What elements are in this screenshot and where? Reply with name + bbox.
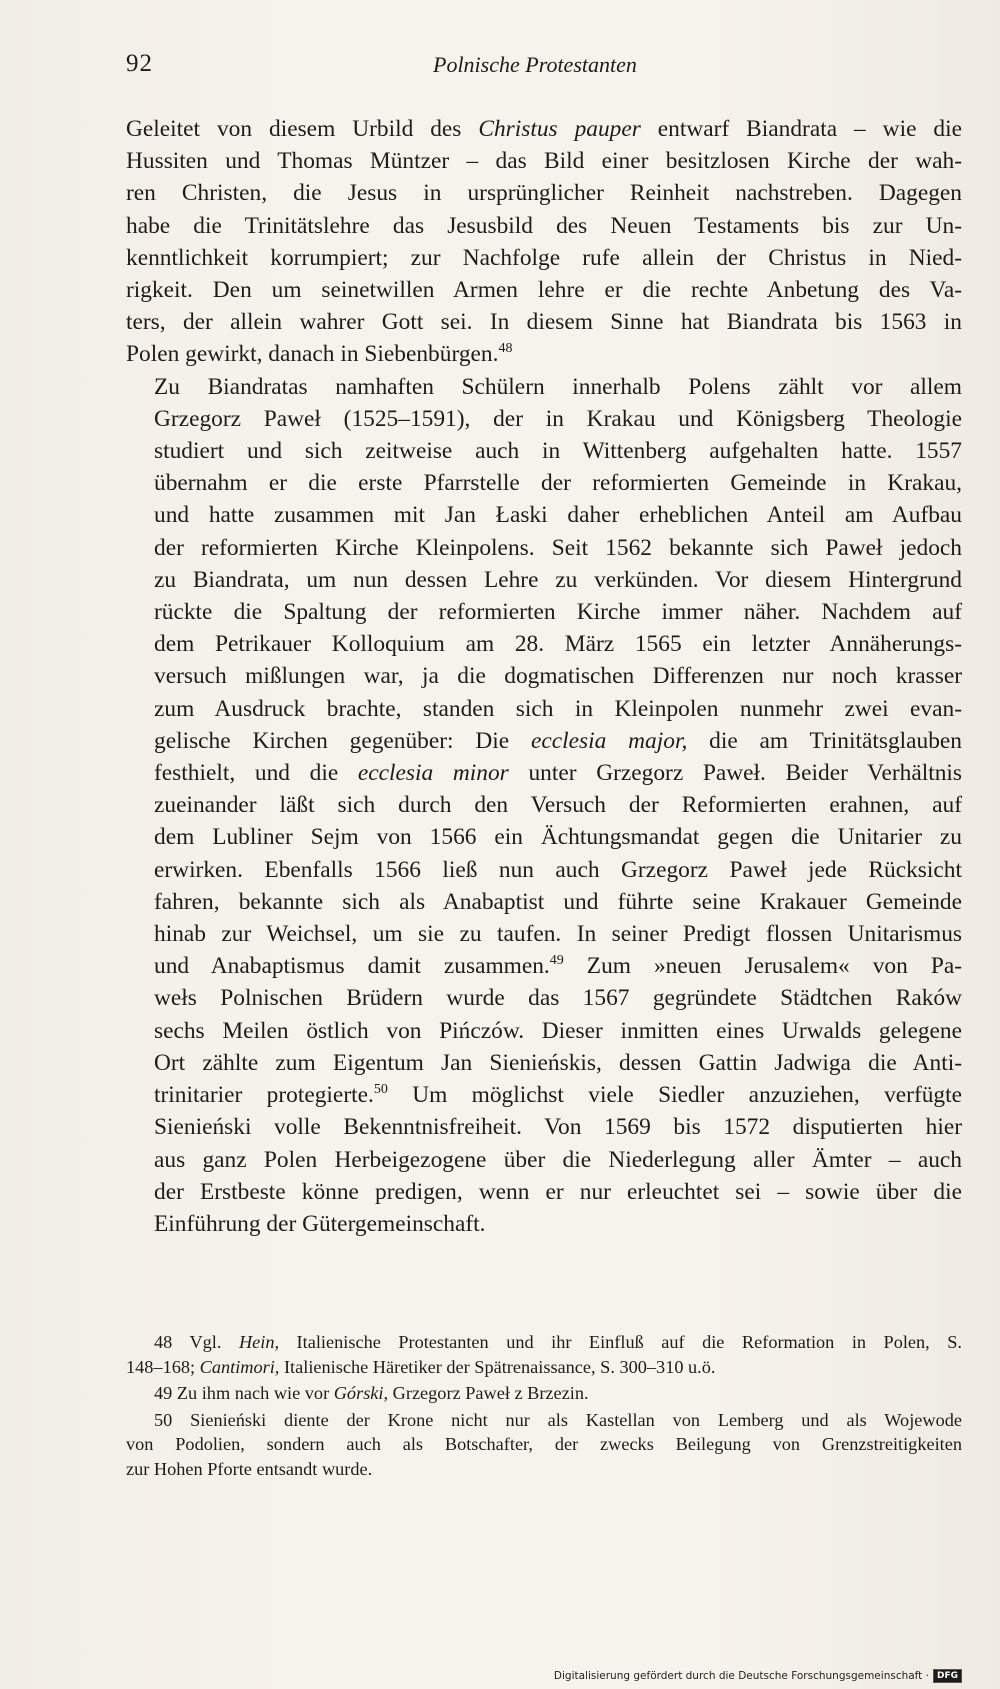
paragraph-2-line: Grzegorz Paweł (1525–1591), der in Krakau und Königsberg Theologie — [154, 405, 962, 432]
italic-text: Górski, — [333, 1383, 389, 1403]
paragraph-2-line: dem Lubliner Sejm von 1566 ein Ächtungsmandat gegen die Unitarier zu — [154, 824, 962, 851]
paragraph-1-line: habe die Trinitätslehre das Jesusbild des Neuen Testaments bis zur Un- — [126, 212, 962, 239]
paragraph-2-line: Zu Biandratas namhaften Schülern innerhalb Polens zählt vor allem — [154, 373, 962, 400]
paragraph-2-line: übernahm er die erste Pfarrstelle der reformierten Gemeinde in Krakau, — [154, 470, 962, 497]
footnote-50 — [126, 1408, 962, 1482]
paragraph-2-line: hinab zur Weichsel, um sie zu taufen. In seiner Predigt flossen Unitarismus — [154, 921, 962, 948]
paragraph-1-line: kenntlichkeit korrumpiert; zur Nachfolge rufe allein der Christus in Nied- — [126, 244, 962, 271]
paragraph-2-line: der Erstbeste könne predigen, wenn er nur erleuchtet sei – sowie über die — [154, 1178, 962, 1205]
paragraph-2-line: aus ganz Polen Herbeigezogene über die Niederlegung aller Ämter – auch — [154, 1146, 962, 1173]
paragraph-2-line: gelische Kirchen gegenüber: Die ecclesia major, die am Trinitätsglauben — [154, 727, 963, 754]
footnotes — [126, 1330, 962, 1483]
italic-text: Christus pauper — [478, 116, 641, 142]
paragraph-2-line: wełs Polnischen Brüdern wurde das 1567 gegründete Städtchen Raków — [154, 985, 962, 1012]
dfg-logo: DFG — [933, 1669, 962, 1683]
page-number: 92 — [126, 50, 153, 77]
footnote-49 — [126, 1381, 962, 1406]
paragraph-2-line: zu Biandrata, um nun dessen Lehre zu verkünden. Vor diesem Hintergrund — [154, 566, 962, 593]
paragraph-2-line: trinitarier protegierte.$^{50}$ Um möglichst viele Siedler anzuziehen, verfügte — [154, 1082, 963, 1109]
paragraph-2-line: versuch mißlungen war, ja die dogmatischen Differenzen nur noch krasser — [154, 663, 962, 690]
paragraph-1-line: rigkeit. Den um seinetwillen Armen lehre er die rechte Anbetung des Va- — [126, 277, 962, 304]
digitization-text: Digitalisierung gefördert durch die Deutsche Forschungsgemeinschaft · — [553, 1670, 929, 1682]
paragraph-2-line: fahren, bekannte sich als Anabaptist und führte seine Krakauer Gemeinde — [154, 888, 962, 915]
footnote-49-line: 49 Zu ihm nach wie vor Górski, Grzegorz Paweł z Brzezin. — [154, 1383, 589, 1403]
main-text — [126, 113, 962, 1240]
paragraph-2-line: Ort zählte zum Eigentum Jan Sienieńskis, dessen Gattin Jadwiga die Anti- — [154, 1049, 962, 1076]
footnote-48 — [126, 1330, 962, 1379]
paragraph-1-line: Hussiten und Thomas Müntzer – das Bild einer besitzlosen Kirche der wah- — [126, 148, 962, 175]
footnote-50-line: 50 Sienieński diente der Krone nicht nur als Kastellan von Lemberg und als Wojewode — [154, 1409, 962, 1430]
italic-text: Hein, — [238, 1332, 280, 1352]
paragraph-2-line: dem Petrikauer Kolloquium am 28. März 1565 ein letzter Annäherungs- — [154, 631, 962, 658]
page-header — [126, 50, 962, 90]
italic-text: Cantimori, — [199, 1356, 280, 1377]
paragraph-2-line: zum Ausdruck brachte, standen sich in Kleinpolen nunmehr zwei evan- — [154, 695, 962, 722]
paragraph-2-line: und Anabaptismus damit zusammen.$^{49}$ Zum »neuen Jerusalem« von Pa- — [154, 953, 962, 980]
footnote-reference[interactable]: 50 — [373, 1082, 388, 1098]
footnote-reference[interactable]: 48 — [498, 341, 513, 357]
paragraph-2-line: Sienieński volle Bekenntnisfreiheit. Von 1569 bis 1572 disputierten hier — [154, 1114, 962, 1141]
digitization-credit — [554, 1669, 962, 1683]
footnote-48-line: 148–168; Cantimori, Italienische Häretiker der Spätrenaissance, S. 300–310 u.ö. — [126, 1356, 716, 1377]
footnote-50-line: zur Hohen Pforte entsandt wurde. — [126, 1458, 373, 1479]
paragraph-1 — [126, 113, 962, 371]
footnote-48-line: 48 Vgl. Hein, Italienische Protestanten und ihr Einfluß auf die Reformation in Polen, S. — [154, 1332, 962, 1352]
paragraph-2-line: der reformierten Kirche Kleinpolens. Seit 1562 bekannte sich Paweł jedoch — [154, 534, 962, 561]
paragraph-2-line: zueinander läßt sich durch den Versuch der Reformierten erahnen, auf — [154, 792, 962, 819]
paragraph-1-line: ters, der allein wahrer Gott sei. In diesem Sinne hat Biandrata bis 1563 in — [126, 309, 962, 336]
paragraph-2-line: studiert und sich zeitweise auch in Wittenberg aufgehalten hatte. 1557 — [154, 438, 962, 465]
paragraph-2-line: sechs Meilen östlich von Pińczów. Dieser inmitten eines Urwalds gelegene — [154, 1017, 962, 1044]
paragraph-1-line: ren Christen, die Jesus in ursprünglicher Reinheit nachstreben. Dagegen — [126, 180, 962, 207]
italic-text: ecclesia minor — [357, 760, 509, 787]
paragraph-2-line: festhielt, und die ecclesia minor unter Grzegorz Paweł. Beider Verhältnis — [154, 760, 962, 787]
paragraph-2 — [126, 371, 962, 1240]
italic-text: ecclesia major, — [531, 727, 688, 754]
paragraph-2-line: rückte die Spaltung der reformierten Kirche immer näher. Nachdem auf — [154, 599, 962, 626]
running-title: Polnische Protestanten — [433, 52, 637, 77]
footnote-50-line: von Podolien, sondern auch als Botschafter, der zwecks Beilegung von Grenzstreitigkeiten — [126, 1434, 962, 1454]
footnote-reference[interactable]: 49 — [549, 953, 564, 969]
paragraph-2-line: und hatte zusammen mit Jan Łaski daher erheblichen Anteil am Aufbau — [154, 502, 962, 529]
paragraph-2-line: Einführung der Gütergemeinschaft. — [154, 1210, 486, 1237]
paragraph-1-line: Polen gewirkt, danach in Siebenbürgen.$^{48}$ — [126, 341, 513, 368]
paragraph-2-line: erwirken. Ebenfalls 1566 ließ nun auch Grzegorz Paweł jede Rücksicht — [154, 856, 962, 883]
paragraph-1-line: Geleitet von diesem Urbild des Christus pauper entwarf Biandrata – wie die — [126, 116, 962, 142]
